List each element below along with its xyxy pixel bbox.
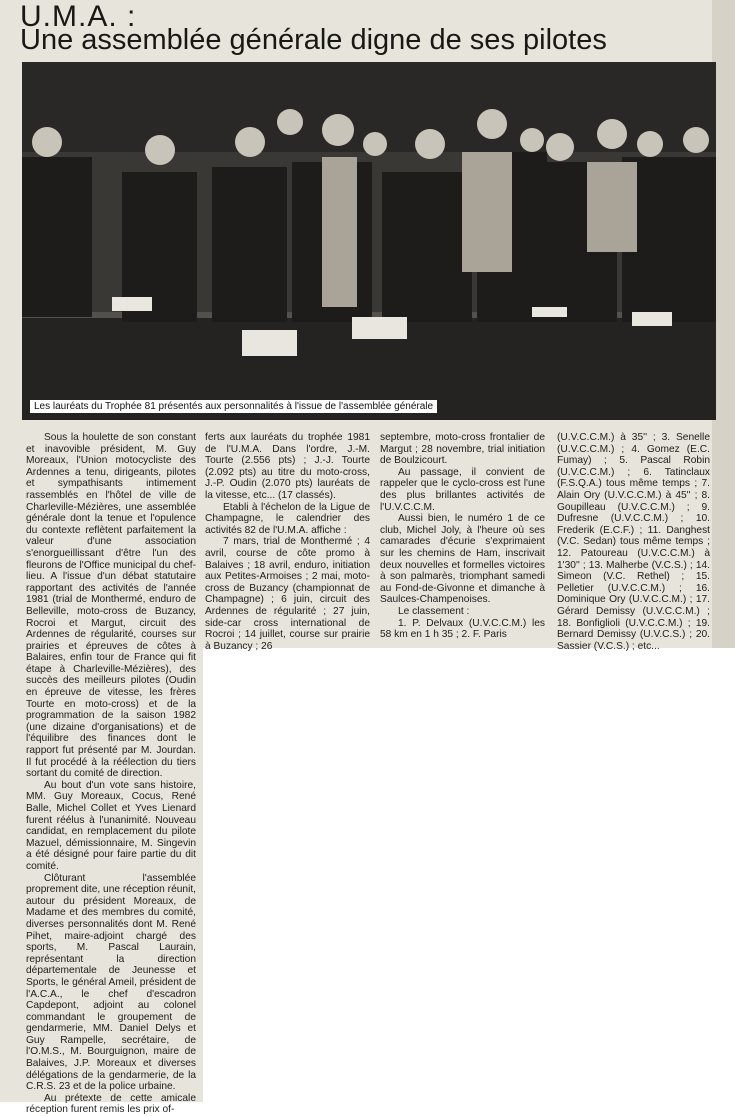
headline-line-2: Une assemblée générale digne de ses pilotes — [20, 24, 607, 56]
paragraph: Clôturant l'assemblée proprement dite, une réception réunit, autour du président Moreaux, de Madame et des membres du comité, diverses personnalités dont M. René Pihet, maire-adjoint chargé des sports, M. Pascal Laurain, représentant la direction départementale de Jeunesse et Sports, le général Ameil, président de l'A.C.A., le chef d'escadron Capdepont, adjoint au colonel commandant le groupement de gendarmerie, MM. Daniel Delys et Guy Rampelle, secrétaire, de l'O.M.S., M. Bourguignon, maire de Balaives, J.P. Moreaux et diverses délégations de la gendarmerie, de la C.R.S. 23 et de la police urbaine. — [26, 872, 196, 1093]
paragraph: Etabli à l'échelon de la Ligue de Champagne, le calendrier des activités 82 de l'U.M.A. affiche : — [205, 501, 370, 536]
article-column-3 — [380, 432, 545, 642]
group-photo-illustration — [22, 62, 716, 420]
photo-caption: Les lauréats du Trophée 81 présentés aux personnalités à l'issue de l'assemblée générale — [30, 400, 437, 413]
paragraph: 7 mars, trial de Monthermé ; 4 avril, course de côte promo à Balaives ; 18 avril, enduro, initiation aux Petites-Armoises ; 2 mai, moto-cross de Buzancy (championnat de Champagne) ; 6 juin, circuit des Ardennes de régularité ; 27 juin, side-car cross international de Rocroi ; 14 juillet, course sur prairie à Buzancy ; 26 — [205, 536, 370, 652]
article-column-1 — [26, 432, 196, 1116]
paragraph: Au passage, il convient de rappeler que le cyclo-cross est l'une des plus brillantes activités de l'U.V.C.C.M. — [380, 466, 545, 513]
paragraph: Le classement : — [398, 605, 470, 617]
paragraph: (U.V.C.C.M.) à 35'' ; 3. Senelle (U.V.C.C.M.) ; 4. Gomez (E.C. Fumay) ; 5. Pascal Robin (U.V.C.C.M.) ; 6. Tatinclaux (F.S.Q.A.) tous même temps ; 7. Alain Ory (U.V.C.C.M.) à 45'' ; 8. Goupilleau (U.V.C.C.M.) ; 9. Dufresne (U.V.C.C.M.) ; 10. Frederik (E.C.F.) ; 11. Danghest (V.C. Sedan) tous même temps ; 12. Patoureau (U.V.C.C.M.) à 1'30'' ; 13. Malherbe (V.C.S.) ; 14. Simeon (V.C. Rethel) ; 15. Pelletier (U.V.C.C.M.) ; 16. Dominique Ory (U.V.C.C.M.) ; 17. Gérard Demissy (U.V.C.C.M.) ; 18. Bonfiglioli (U.V.C.C.M.) ; 19. Bernard Demissy (U.V.C.S.) ; 20. Sassier (V.C.S.) ; etc... — [557, 432, 710, 652]
paragraph: Sous la houlette de son constant et inavovible président, M. Guy Moreaux, l'Union motocycliste des Ardennes a tenu, dirigeants, pilotes et sympathisants intimement rassemblés en l'hôtel de ville de Charleville-Mézières, une assemblée générale dont la tenue et l'opulence du contexte reflètent parfaitement la valeur d'une association s'enorgueillissant d'être l'un des fleurons de l'Office municipal du chef-lieu. A l'issue d'un débat statutaire rapportant des activités de l'année 1981 (trial de Monthermé, enduro de Belleville, moto-cross de Buzancy, Rocroi et Margut, circuit des Ardennes de régularité, courses sur prairies et épreuves de côtes à Balaires, enfin tour de France qui fit étape à Charleville-Mézières), des succès des meilleurs pilotes (Oudin en épreuve de vitesse, les frères Tourte en moto-cross) et de la programmation de la saison 1982 (une dizaine d'organisations) et de l'équilibre des finances dont le rapport fut présenté par M. Jourdan. Il fut procédé à la réélection du tiers sortant du comité de direction. — [26, 432, 196, 780]
paragraph: 1. P. Delvaux (U.V.C.C.M.) les 58 km en 1 h 35 ; 2. F. Paris — [380, 617, 545, 641]
paragraph: septembre, moto-cross frontalier de Margut ; 28 novembre, trial initiation de Boulzicourt. — [380, 432, 545, 467]
article-column-4 — [557, 432, 710, 652]
paragraph: Au prétexte de cette amicale réception furent remis les prix of- — [26, 1092, 196, 1116]
paragraph: Aussi bien, le numéro 1 de ce club, Michel Joly, à l'heure où ses camarades d'écurie s'exprimaient sur les chemins de Ham, inscrivait deux nouvelles et formelles victoires à son palmarès, triomphant samedi au Fond-de-Givonne et dimanche à Saulces-Champenoises. — [380, 513, 545, 606]
paragraph: Au bout d'un vote sans histoire, MM. Guy Moreaux, Cocus, René Balle, Michel Collet et Yves Lienard furent réélus à l'unanimité. Nouveau candidat, en remplacement du pilote Mazuel, démissionnaire, M. Singevin a été désigné pour faire partie du dit comité. — [26, 779, 196, 872]
article-column-2 — [205, 432, 370, 652]
headline-line-1: U.M.A. : — [20, 0, 137, 33]
paragraph: ferts aux lauréats du trophée 1981 de l'U.M.A. Dans l'ordre, J.-M. Tourte (2.556 pts) ; J.-J. Tourte (2.092 pts) au titre du moto-cross, J.-P. Oudin (2.070 pts) lauréats de la vitesse, etc... (17 classés). — [205, 432, 370, 501]
group-photo — [22, 62, 716, 420]
